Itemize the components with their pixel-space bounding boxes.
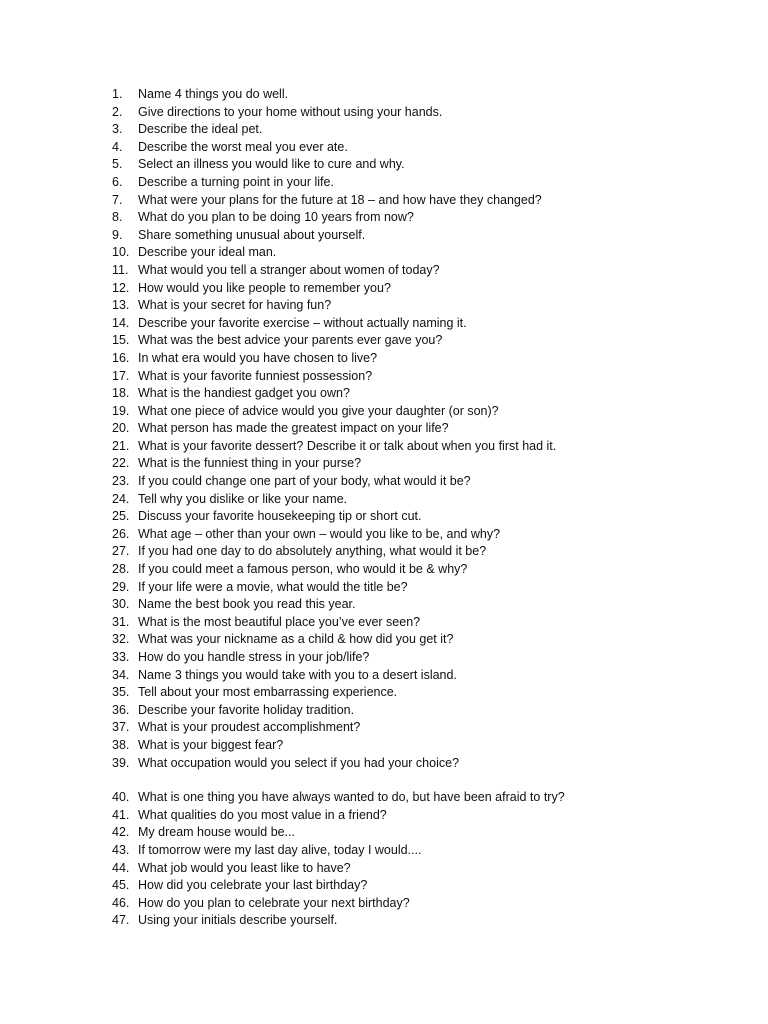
list-item bbox=[112, 192, 752, 210]
list-item bbox=[112, 649, 752, 667]
question-number: 18. bbox=[112, 386, 130, 401]
question-number: 21. bbox=[112, 438, 130, 453]
question-text: What person has made the greatest impact on your life? bbox=[138, 421, 449, 436]
question-list bbox=[112, 86, 752, 930]
question-number: 22. bbox=[112, 456, 130, 471]
question-text: If you could meet a famous person, who would it be & why? bbox=[138, 562, 468, 577]
question-number: 40. bbox=[112, 790, 130, 805]
question-text: What is the funniest thing in your purse? bbox=[138, 456, 362, 471]
question-number: 47. bbox=[112, 913, 130, 928]
question-number: 10. bbox=[112, 245, 130, 260]
question-text: Describe the ideal pet. bbox=[138, 122, 263, 137]
question-text: In what era would you have chosen to live? bbox=[138, 350, 378, 365]
question-number: 34. bbox=[112, 667, 130, 682]
question-number: 11. bbox=[112, 262, 129, 277]
list-item bbox=[112, 403, 752, 421]
question-number: 46. bbox=[112, 895, 130, 910]
question-text: How did you celebrate your last birthday? bbox=[138, 878, 368, 893]
question-number: 31. bbox=[112, 614, 130, 629]
list-item bbox=[112, 473, 752, 491]
question-number: 26. bbox=[112, 526, 130, 541]
list-item bbox=[112, 244, 752, 262]
question-number: 13. bbox=[112, 298, 130, 313]
list-item bbox=[112, 737, 752, 755]
question-text: What one piece of advice would you give your daughter (or son)? bbox=[138, 403, 499, 418]
question-text: What job would you least like to have? bbox=[138, 860, 351, 875]
question-text: If your life were a movie, what would the title be? bbox=[138, 579, 408, 594]
question-text: Describe a turning point in your life. bbox=[138, 174, 334, 189]
list-item bbox=[112, 315, 752, 333]
question-text: What is the handiest gadget you own? bbox=[138, 386, 350, 401]
question-number: 39. bbox=[112, 755, 130, 770]
list-item bbox=[112, 543, 752, 561]
question-text: What is your secret for having fun? bbox=[138, 298, 332, 313]
question-text: What was the best advice your parents ever gave you? bbox=[138, 333, 443, 348]
list-item bbox=[112, 895, 752, 913]
question-text: Name the best book you read this year. bbox=[138, 597, 356, 612]
question-number: 33. bbox=[112, 650, 130, 664]
list-item bbox=[112, 631, 752, 649]
question-text: Tell why you dislike or like your name. bbox=[138, 491, 348, 506]
question-text: What would you tell a stranger about women of today? bbox=[138, 262, 440, 277]
question-number: 41. bbox=[112, 807, 130, 822]
question-text: If you had one day to do absolutely anything, what would it be? bbox=[138, 544, 487, 559]
question-text: What is one thing you have always wanted to do, but have been afraid to try? bbox=[138, 790, 565, 805]
question-number: 32. bbox=[112, 632, 130, 647]
question-text: If you could change one part of your body, what would it be? bbox=[138, 474, 471, 489]
question-number: 23. bbox=[112, 474, 130, 489]
question-number: 42. bbox=[112, 825, 130, 840]
list-item bbox=[112, 526, 752, 544]
question-text: What age – other than your own – would you like to be, and why? bbox=[138, 526, 501, 541]
question-number: 37. bbox=[112, 720, 130, 735]
list-item bbox=[112, 368, 752, 386]
question-text: What occupation would you select if you had your choice? bbox=[138, 755, 460, 770]
question-number: 24. bbox=[112, 491, 130, 506]
question-text: What were your plans for the future at 18 – and how have they changed? bbox=[138, 192, 542, 207]
question-number: 27. bbox=[112, 544, 130, 559]
list-item bbox=[112, 508, 752, 526]
question-text: Tell about your most embarrassing experience. bbox=[138, 685, 398, 700]
question-number: 7. bbox=[112, 192, 123, 207]
question-text: Name 4 things you do well. bbox=[138, 87, 289, 101]
list-item bbox=[112, 667, 752, 685]
list-item bbox=[112, 789, 752, 807]
list-item bbox=[112, 332, 752, 350]
question-text: How do you plan to celebrate your next birthday? bbox=[138, 895, 410, 910]
question-text: My dream house would be... bbox=[138, 825, 296, 840]
question-number: 30. bbox=[112, 597, 130, 612]
question-number: 38. bbox=[112, 737, 130, 752]
question-number: 45. bbox=[112, 878, 130, 893]
question-text: What is your biggest fear? bbox=[138, 737, 284, 752]
list-item bbox=[112, 719, 752, 737]
list-item bbox=[112, 121, 752, 139]
list-item bbox=[112, 455, 752, 473]
question-number: 6. bbox=[112, 174, 123, 189]
list-item bbox=[112, 438, 752, 456]
question-text: Name 3 things you would take with you to a desert island. bbox=[138, 667, 457, 682]
question-number: 14. bbox=[112, 315, 130, 330]
list-item bbox=[112, 280, 752, 298]
list-item bbox=[112, 227, 752, 245]
list-item bbox=[112, 877, 752, 895]
list-item bbox=[112, 614, 752, 632]
question-text: Discuss your favorite housekeeping tip or short cut. bbox=[138, 509, 422, 524]
question-text: Describe your favorite exercise – without actually naming it. bbox=[138, 315, 467, 330]
list-item bbox=[112, 104, 752, 122]
list-item bbox=[112, 596, 752, 614]
list-item bbox=[112, 139, 752, 157]
question-text: What is your proudest accomplishment? bbox=[138, 720, 361, 735]
list-item bbox=[112, 350, 752, 368]
question-text: What qualities do you most value in a friend? bbox=[138, 807, 387, 822]
list-item bbox=[112, 842, 752, 860]
question-number: 29. bbox=[112, 579, 130, 594]
question-number: 17. bbox=[112, 368, 130, 383]
question-text: If tomorrow were my last day alive, today I would.... bbox=[138, 842, 422, 857]
question-text: Give directions to your home without using your hands. bbox=[138, 104, 443, 119]
question-text: Describe the worst meal you ever ate. bbox=[138, 139, 348, 154]
list-item bbox=[112, 561, 752, 579]
list-item bbox=[112, 860, 752, 878]
list-item bbox=[112, 156, 752, 174]
question-number: 25. bbox=[112, 509, 130, 524]
question-text: What is the most beautiful place you’ve ever seen? bbox=[138, 614, 421, 629]
question-number: 3. bbox=[112, 122, 123, 137]
question-number: 28. bbox=[112, 562, 130, 577]
question-number: 35. bbox=[112, 685, 130, 700]
question-number: 15. bbox=[112, 333, 130, 348]
question-text: What was your nickname as a child & how did you get it? bbox=[138, 632, 454, 647]
question-text: Using your initials describe yourself. bbox=[138, 913, 338, 928]
question-number: 8. bbox=[112, 210, 123, 225]
question-number: 36. bbox=[112, 702, 130, 717]
list-item bbox=[112, 297, 752, 315]
question-text: Share something unusual about yourself. bbox=[138, 227, 366, 242]
list-item bbox=[112, 684, 752, 702]
list-item bbox=[112, 755, 752, 773]
list-item bbox=[112, 579, 752, 597]
question-text: Select an illness you would like to cure and why. bbox=[138, 157, 405, 172]
question-text: What do you plan to be doing 10 years from now? bbox=[138, 210, 414, 225]
question-number: 5. bbox=[112, 157, 123, 172]
question-text: What is your favorite funniest possession? bbox=[138, 368, 373, 383]
question-text: Describe your favorite holiday tradition. bbox=[138, 702, 355, 717]
question-number: 20. bbox=[112, 421, 130, 436]
list-item bbox=[112, 491, 752, 509]
question-number: 44. bbox=[112, 860, 130, 875]
list-item bbox=[112, 807, 752, 825]
question-number: 2. bbox=[112, 104, 123, 119]
question-text: How do you handle stress in your job/life? bbox=[138, 650, 370, 664]
list-item bbox=[112, 209, 752, 227]
question-number: 1. bbox=[112, 87, 123, 101]
question-number: 19. bbox=[112, 403, 130, 418]
question-text: Describe your ideal man. bbox=[138, 245, 277, 260]
question-number: 4. bbox=[112, 139, 123, 154]
list-item bbox=[112, 702, 752, 720]
list-item bbox=[112, 385, 752, 403]
question-number: 16. bbox=[112, 350, 130, 365]
list-item bbox=[112, 174, 752, 192]
question-number: 9. bbox=[112, 227, 123, 242]
list-item bbox=[112, 262, 752, 280]
question-text: How would you like people to remember you? bbox=[138, 280, 391, 295]
question-number: 43. bbox=[112, 842, 130, 857]
question-number: 12. bbox=[112, 280, 130, 295]
list-item bbox=[112, 420, 752, 438]
list-item bbox=[112, 86, 752, 104]
list-item bbox=[112, 912, 752, 930]
list-item bbox=[112, 824, 752, 842]
question-text: What is your favorite dessert? Describe it or talk about when you first had it. bbox=[138, 438, 557, 453]
